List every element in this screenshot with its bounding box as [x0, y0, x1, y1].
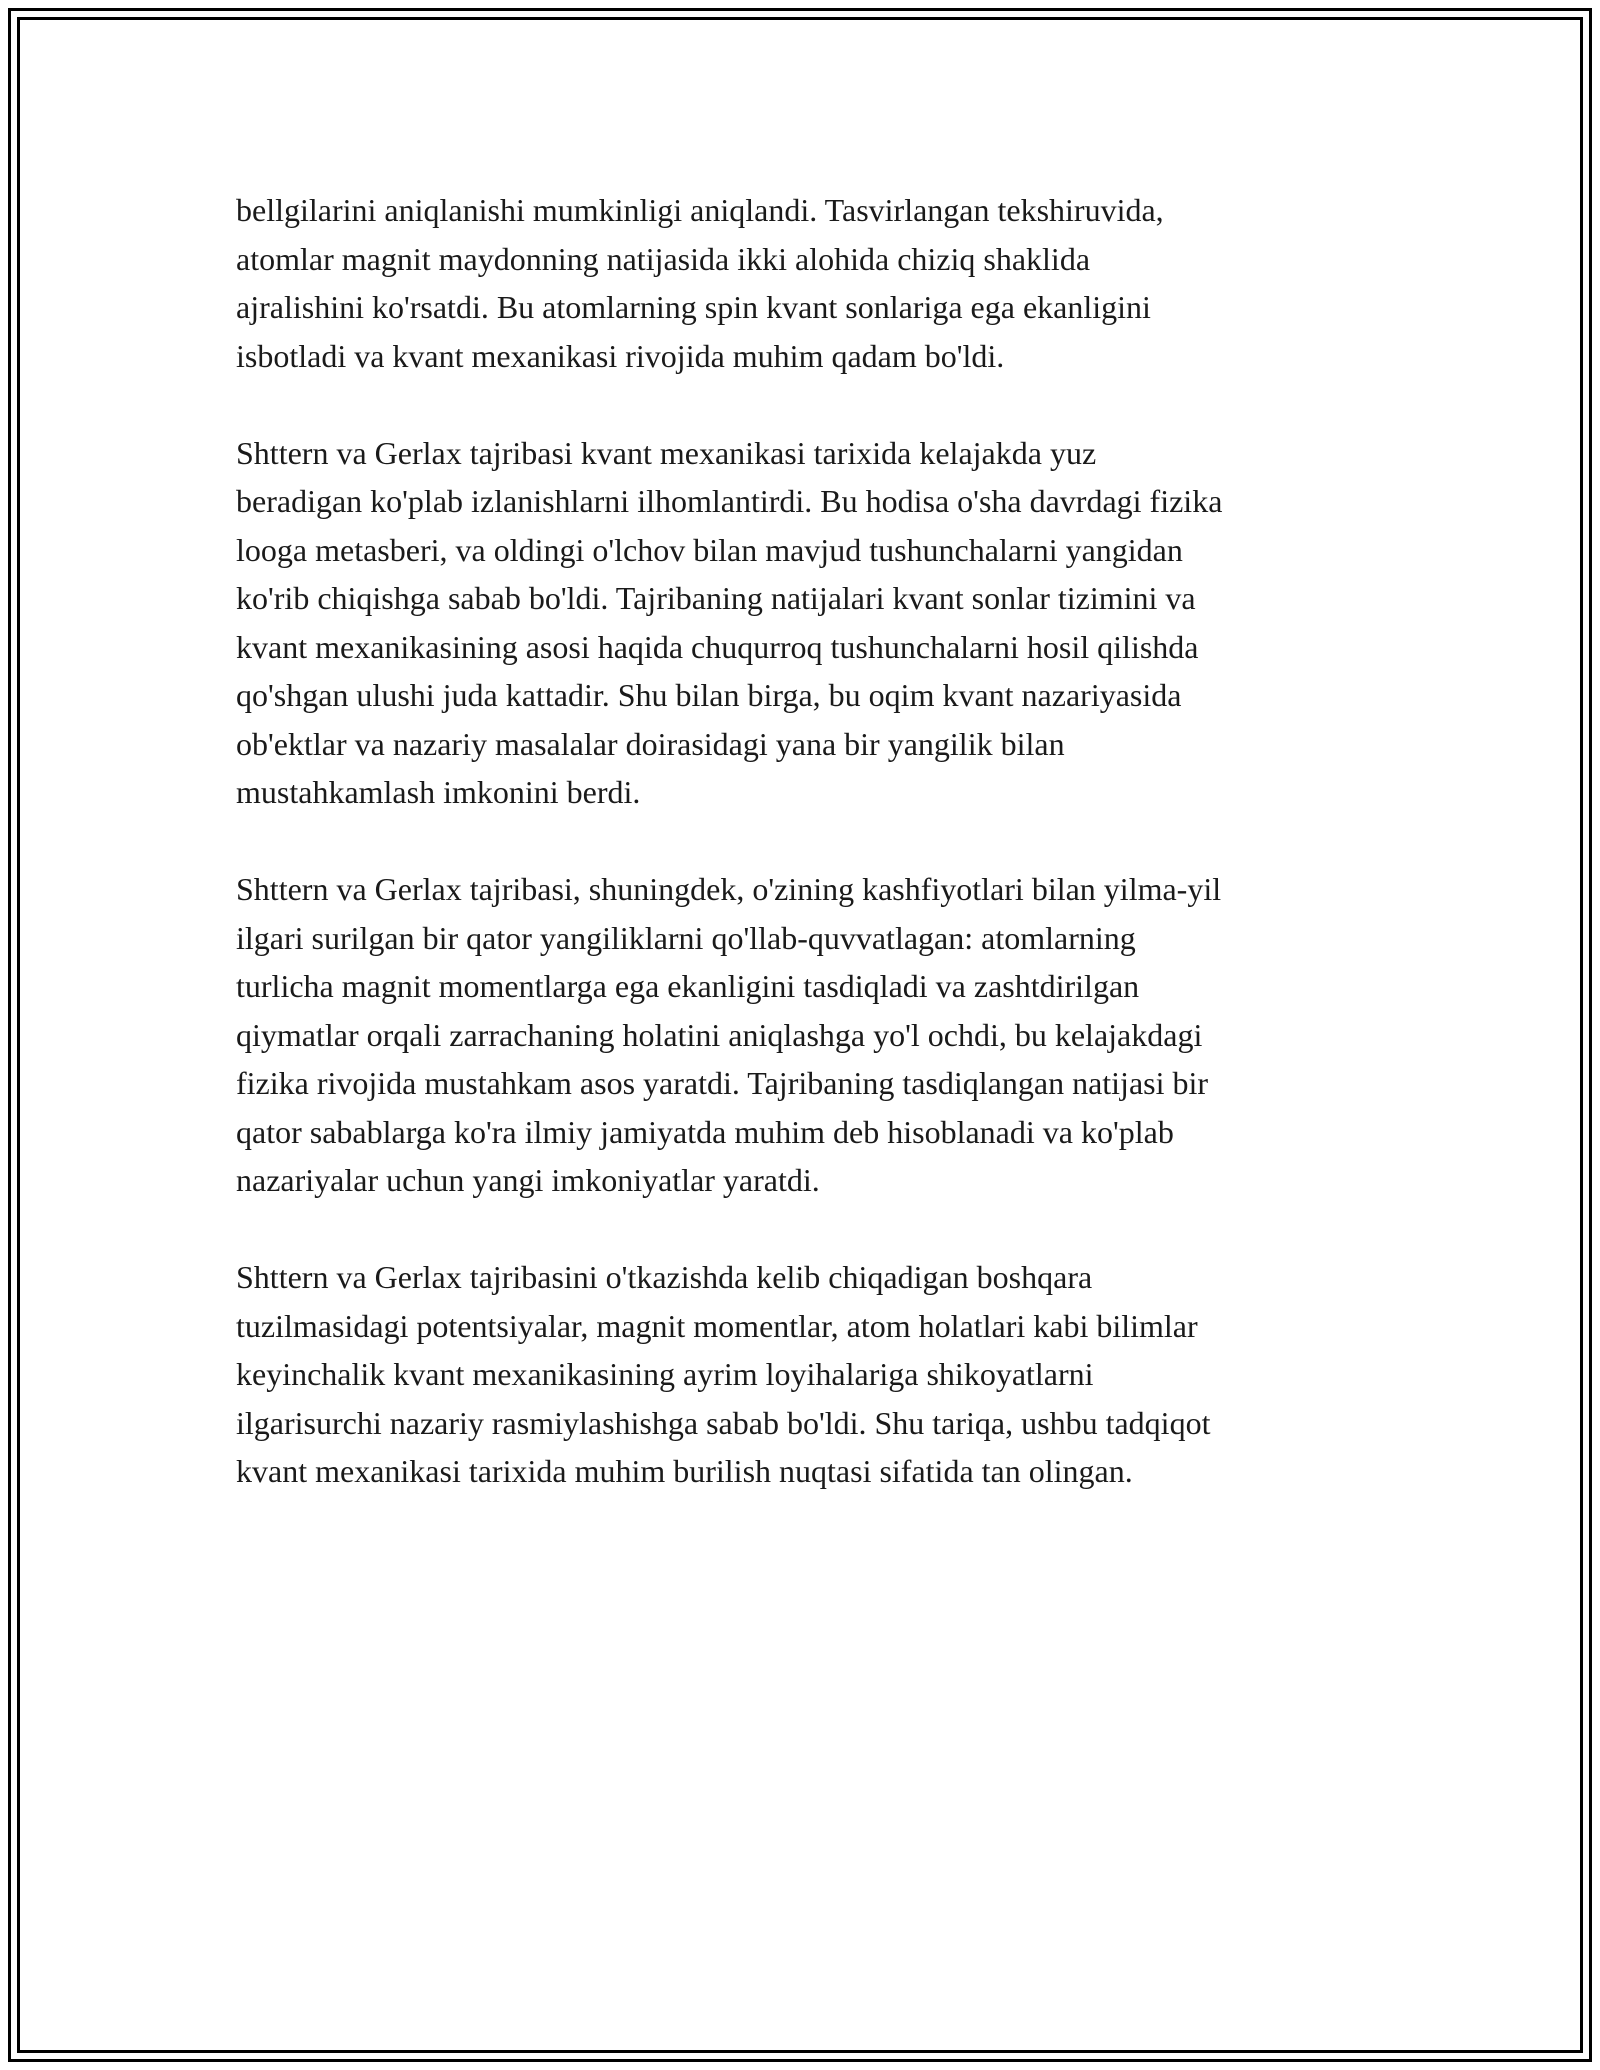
- paragraph-4: Shttern va Gerlax tajribasini o'tkazishda kelib chiqadigan boshqara tuzilmasidagi potentsiyalar, magnit momentlar, atom holatlari kabi bilimlar keyinchalik kvant mexanikasining ayrim loyihalariga shikoyatlarni ilgarisurchi nazariy rasmiylashishga sabab bo'ldi. Shu tariqa, ushbu tadqiqot kvant mexanikasi tarixida muhim burilish nuqtasi sifatida tan olingan.: [236, 1259, 1211, 1489]
- paragraph-1: bellgilarini aniqlanishi mumkinligi aniqlandi. Tasvirlangan tekshiruvida, atomlar magnit maydonning natijasida ikki alohida chiziq shaklida ajralishini ko'rsatdi. Bu atomlarning spin kvant sonlariga ega ekanligini isbotladi va kvant mexanikasi rivojida muhim qadam bo'ldi.: [236, 192, 1164, 374]
- paragraph-2: Shttern va Gerlax tajribasi kvant mexanikasi tarixida kelajakda yuz beradigan ko'plab izlanishlarni ilhomlantirdi. Bu hodisa o'sha davrdagi fizika looga metasberi, va oldingi o'lchov bilan mavjud tushunchalarni yangidan ko'rib chiqishga sabab bo'ldi. Tajribaning natijalari kvant sonlar tizimini va kvant mexanikasining asosi haqida chuqurroq tushunchalarni hosil qilishda qo'shgan ulushi juda kattadir. Shu bilan birga, bu oqim kvant nazariyasida ob'ektlar va nazariy masalalar doirasidagi yana bir yangilik bilan mustahkamlash imkonini berdi.: [236, 434, 1223, 810]
- paragraph-3: Shttern va Gerlax tajribasi, shuningdek, o'zining kashfiyotlari bilan yilma-yil ilgari surilgan bir qator yangiliklarni qo'llab-quvvatlagan: atomlarning turlicha magnit momentlarga ega ekanligini tasdiqladi va zashtdirilgan qiymatlar orqali zarrachaning holatini aniqlashga yo'l ochdi, bu kelajakdagi fizika rivojida mustahkam asos yaratdi. Tajribaning tasdiqlangan natijasi bir qator sabablarga ko'ra ilmiy jamiyatda muhim deb hisoblanadi va ko'plab nazariyalar uchun yangi imkoniyatlar yaratdi.: [236, 871, 1222, 1198]
- document-body: [236, 186, 1376, 1544]
